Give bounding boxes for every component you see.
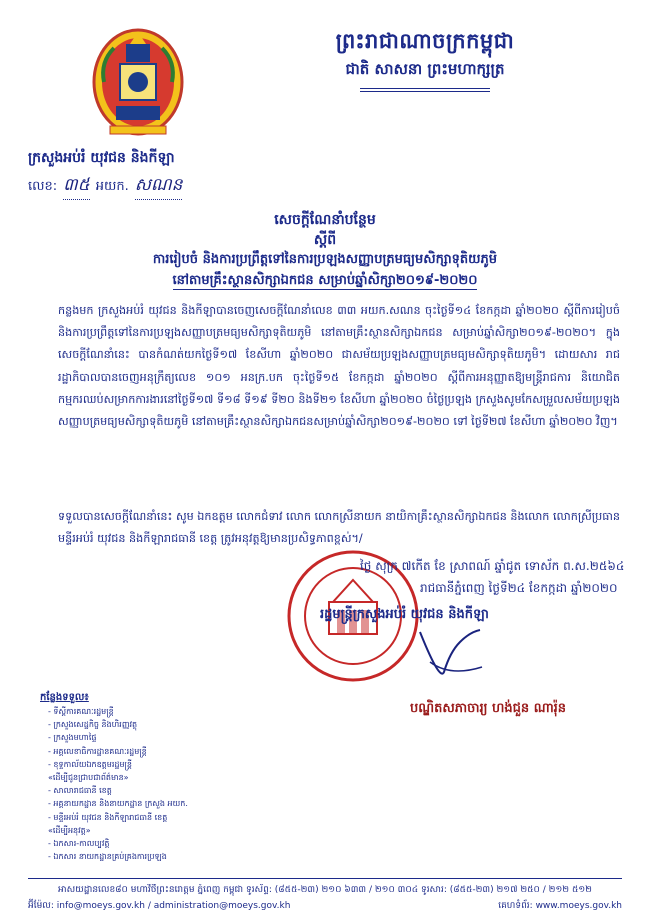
ministry-emblem-icon	[90, 22, 186, 142]
ref-number: ៣៥	[63, 174, 90, 200]
recipients-heading: កន្លែងទទួល៖	[40, 692, 89, 703]
body-paragraph-1: កន្លងមក ក្រសួងអប់រំ យុវជន និងកីឡាបានចេញសេចក្តីណែនាំលេខ ៣៣ អយក.សណន ចុះថ្ងៃទី១៤ ខែកក្កដា ឆ្នាំ២០២០ ស្តីពីការរៀបចំ និងការប្រព្រឹត្តទៅនៃការប្រឡងសញ្ញាបត្រមធ្យមសិក្សាទុតិយភូមិ នៅតាមគ្រឹះស្ថានសិក្សាឯកជន សម្រាប់ឆ្នាំសិក្សា២០១៩-២០២០។ ក្នុងសេចក្តីណែនាំនេះ បានកំណត់យកថ្ងៃទី១៧ ខែសីហា ឆ្នាំ២០២០ ជាសម័យប្រឡងសញ្ញាបត្រមធ្យមសិក្សាទុតិយភូមិ។ ដោយសារ រាជរដ្ឋាភិបាលបានចេញអនុក្រឹត្យលេខ ១០១ អនក្រ.បក ចុះថ្ងៃទី១៥ ខែកក្កដា ឆ្នាំ២០២០ ស្តីពីការអនុញ្ញាតឱ្យមន្ត្រីរាជការ និយោជិត កម្មករឈប់សម្រាកការងារនៅថ្ងៃទី១៧ ទី១៨ ទី១៩ ទី២០ និងទី២១ ខែសីហា ឆ្នាំ២០២០ ចំថ្ងៃប្រឡង ក្រសួងសូមកែសម្រួលសម័យប្រឡងសញ្ញាបត្រមធ្យមសិក្សាទុតិយភូមិ នៅតាមគ្រឹះស្ថានសិក្សាឯកជនសម្រាប់ឆ្នាំសិក្សា២០១៩-២០២០ ទៅ ថ្ងៃទី២៧ ខែសីហា ឆ្នាំ២០២០ វិញ។	[58, 304, 620, 429]
list-item: - អគ្គនាយកដ្ឋាន និងនាយកដ្ឋាន ក្រសួង អយក.	[48, 799, 188, 809]
list-item: - អគ្គលេខាធិការដ្ឋានគណៈរដ្ឋមន្ត្រី	[48, 746, 147, 756]
handwritten-signature-icon	[410, 612, 490, 692]
reference-number	[28, 174, 182, 200]
list-item: «ដើម្បីអនុវត្ត»	[48, 825, 91, 835]
document-subject: ការរៀបចំ និងការប្រព្រឹត្តទៅនៃការប្រឡងសញ្ញាបត្រមធ្យមសិក្សាទុតិយភូមិ	[152, 252, 498, 267]
document-title: សេចក្តីណែនាំបន្ថែម	[274, 212, 376, 228]
national-motto: ជាតិ សាសនា ព្រះមហាក្សត្រ	[345, 60, 505, 78]
document-subtitle: ស្តីពី	[313, 232, 337, 248]
list-item: - ឯកសារ នាយកដ្ឋានគ្រប់គ្រងការប្រឡង	[48, 852, 167, 862]
footer-email	[28, 900, 290, 913]
list-item: «ដើម្បីជូនជ្រាបជាព័ត៌មាន»	[48, 773, 129, 783]
signatory-name: បណ្ឌិតសភាចារ្យ ហង់ជួន ណារ៉ុន	[410, 701, 567, 716]
ref-code: សណន	[135, 174, 183, 200]
signatory-title: រដ្ឋមន្ត្រីក្រសួងអប់រំ យុវជន និងកីឡា	[320, 607, 489, 622]
footer-website	[498, 900, 622, 913]
body-paragraph-2: ទទួលបានសេចក្តីណែនាំនេះ សូម ឯកឧត្តម លោកជំទាវ លោក លោកស្រីនាយក នាយិកាគ្រឹះស្ថានសិក្សាឯកជន និងលោក លោកស្រីប្រធានមន្ទីរអប់រំ យុវជន និងកីឡារាជធានី ខេត្ត ត្រូវអនុវត្តឱ្យមានប្រសិទ្ធភាពខ្ពស់។/	[58, 510, 620, 546]
list-item: - សាលារាជធានី ខេត្ត	[48, 786, 112, 796]
solar-date: រាជធានីភ្នំពេញ ថ្ងៃទី២៤ ខែកក្កដា ឆ្នាំ២០២០	[420, 581, 618, 595]
footer-website-link[interactable]: www.moeys.gov.kh	[535, 901, 622, 911]
ref-suffix: អយក.	[95, 179, 129, 194]
footer-address: អាសយដ្ឋានលេខ៨០ មហាវិថីព្រះនរោត្តម ភ្នំពេញ កម្ពុជា ទូរស័ព្ទ: (៨៥៥-២៣) ២១០ ៦៣៣ / ២១០ ៣០៤ ទូរសារ: (៨៥៥-២៣) ២១៧ ២៥០ / ២១២ ៥១២	[58, 885, 592, 895]
footer-contacts	[28, 900, 622, 913]
motto-divider	[360, 88, 490, 92]
list-item: - ក្រសួងសេដ្ឋកិច្ច និងហិរញ្ញវត្ថុ	[48, 720, 138, 730]
document-subject-cont	[20, 272, 630, 291]
list-item: - មន្ទីរអប់រំ យុវជន និងកីឡារាជធានី ខេត្ត	[48, 812, 168, 822]
document-subject-cont-text: នៅតាមគ្រឹះស្ថានសិក្សាឯកជន សម្រាប់ឆ្នាំសិក្សា២០១៩-២០២០	[172, 273, 478, 288]
list-item: - ឯកសារ-កាលប្បវត្តិ	[48, 839, 110, 849]
footer-website-label: គេហទំព័រ:	[498, 901, 533, 911]
lunar-date: ថ្ងៃ សុក្រ ៧កើត ខែ ស្រាពណ៍ ឆ្នាំជូត ទោស័ក ព.ស.២៥៦៤	[360, 559, 625, 573]
ministry-name: ក្រសួងអប់រំ យុវជន និងកីឡា	[28, 150, 175, 166]
footer-email-value[interactable]: info@moeys.gov.kh / administration@moeys.gov.kh	[56, 901, 291, 911]
list-item: - ទីស្តីការគណៈរដ្ឋមន្ត្រី	[48, 707, 114, 716]
footer-divider	[28, 878, 622, 879]
list-item: - ក្រសួងមហាផ្ទៃ	[48, 733, 97, 743]
ref-label: លេខ:	[28, 179, 58, 194]
kingdom-heading: ព្រះរាជាណាចក្រកម្ពុជា	[335, 29, 515, 53]
footer-email-label: អ៊ីម៉ែល:	[28, 901, 54, 911]
recipients-list	[48, 705, 348, 863]
list-item: - ខុទ្ទកាល័យឯកឧត្តមរដ្ឋមន្ត្រី	[48, 759, 132, 769]
